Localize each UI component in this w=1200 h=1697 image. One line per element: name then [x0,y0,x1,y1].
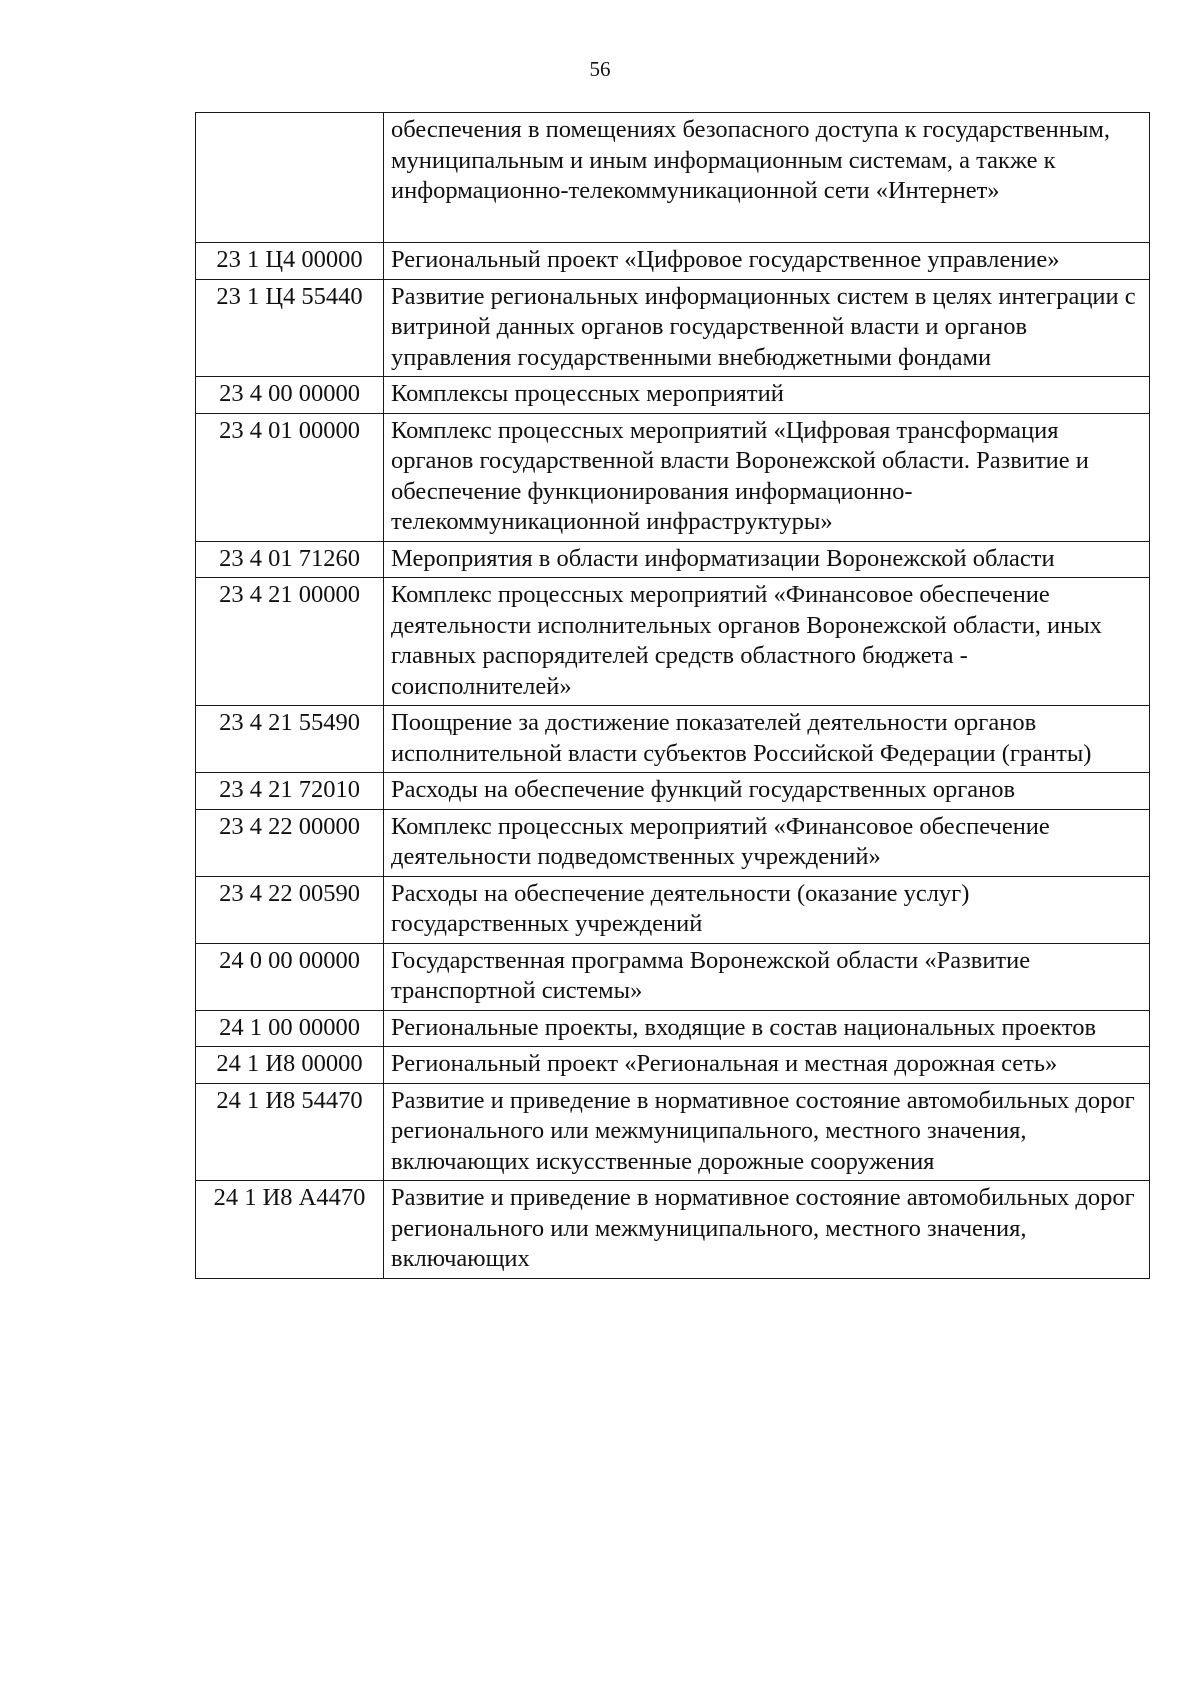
table-row [196,279,1150,377]
classification-code: 23 4 21 00000 [196,578,384,706]
classification-code: 24 1 И8 00000 [196,1047,384,1084]
table-row [196,578,1150,706]
item-description: Комплекс процессных мероприятий «Финансовое обеспечение деятельности исполнительных органов Воронежской области, иных главных распорядителей средств областного бюджета - соисполнителей» [384,578,1150,706]
item-description: Поощрение за достижение показателей деятельности органов исполнительной власти субъектов Российской Федерации (гранты) [384,706,1150,773]
table-row [196,1181,1150,1279]
classification-code: 23 4 01 00000 [196,413,384,541]
table-row [196,377,1150,414]
item-description: Комплекс процессных мероприятий «Цифровая трансформация органов государственной власти Воронежской области. Развитие и обеспечение функционирования информационно-телекоммуникационной инфраструктуры» [384,413,1150,541]
classification-code: 23 4 21 55490 [196,706,384,773]
classification-code: 23 4 21 72010 [196,773,384,810]
table-row [196,809,1150,876]
table-row [196,413,1150,541]
item-description: Региональные проекты, входящие в состав национальных проектов [384,1010,1150,1047]
item-description: Региональный проект «Цифровое государственное управление» [384,243,1150,280]
table-row [196,243,1150,280]
classification-code: 24 1 И8 А4470 [196,1181,384,1279]
table-row [196,1083,1150,1181]
page-number: 56 [589,57,611,81]
classification-code: 23 4 00 00000 [196,377,384,414]
budget-classification-table [195,112,1150,1279]
table-row [196,773,1150,810]
item-description: Мероприятия в области информатизации Воронежской области [384,541,1150,578]
item-description: Комплекс процессных мероприятий «Финансовое обеспечение деятельности подведомственных учреждений» [384,809,1150,876]
item-description: обеспечения в помещениях безопасного доступа к государственным, муниципальным и иным информационным системам, а также к информационно-телекоммуникационной сети «Интернет» [384,113,1150,243]
item-description: Расходы на обеспечение функций государственных органов [384,773,1150,810]
table-row [196,876,1150,943]
item-description: Развитие региональных информационных систем в целях интеграции с витриной данных органов государственной власти и органов управления государственными внебюджетными фондами [384,279,1150,377]
table-row [196,1047,1150,1084]
classification-code: 24 1 00 00000 [196,1010,384,1047]
table-row [196,541,1150,578]
item-description: Региональный проект «Региональная и местная дорожная сеть» [384,1047,1150,1084]
item-description: Развитие и приведение в нормативное состояние автомобильных дорог регионального или межмуниципального, местного значения, включающих [384,1181,1150,1279]
item-description: Развитие и приведение в нормативное состояние автомобильных дорог регионального или межмуниципального, местного значения, включающих искусственные дорожные сооружения [384,1083,1150,1181]
classification-code: 24 0 00 00000 [196,943,384,1010]
item-description: Комплексы процессных мероприятий [384,377,1150,414]
classification-code: 24 1 И8 54470 [196,1083,384,1181]
table-row [196,943,1150,1010]
classification-code: 23 1 Ц4 00000 [196,243,384,280]
item-description: Расходы на обеспечение деятельности (оказание услуг) государственных учреждений [384,876,1150,943]
classification-code [196,113,384,243]
table-row [196,706,1150,773]
table-row [196,1010,1150,1047]
classification-code: 23 4 22 00000 [196,809,384,876]
item-description: Государственная программа Воронежской области «Развитие транспортной системы» [384,943,1150,1010]
classification-code: 23 1 Ц4 55440 [196,279,384,377]
table-row [196,113,1150,243]
classification-code: 23 4 01 71260 [196,541,384,578]
classification-code: 23 4 22 00590 [196,876,384,943]
